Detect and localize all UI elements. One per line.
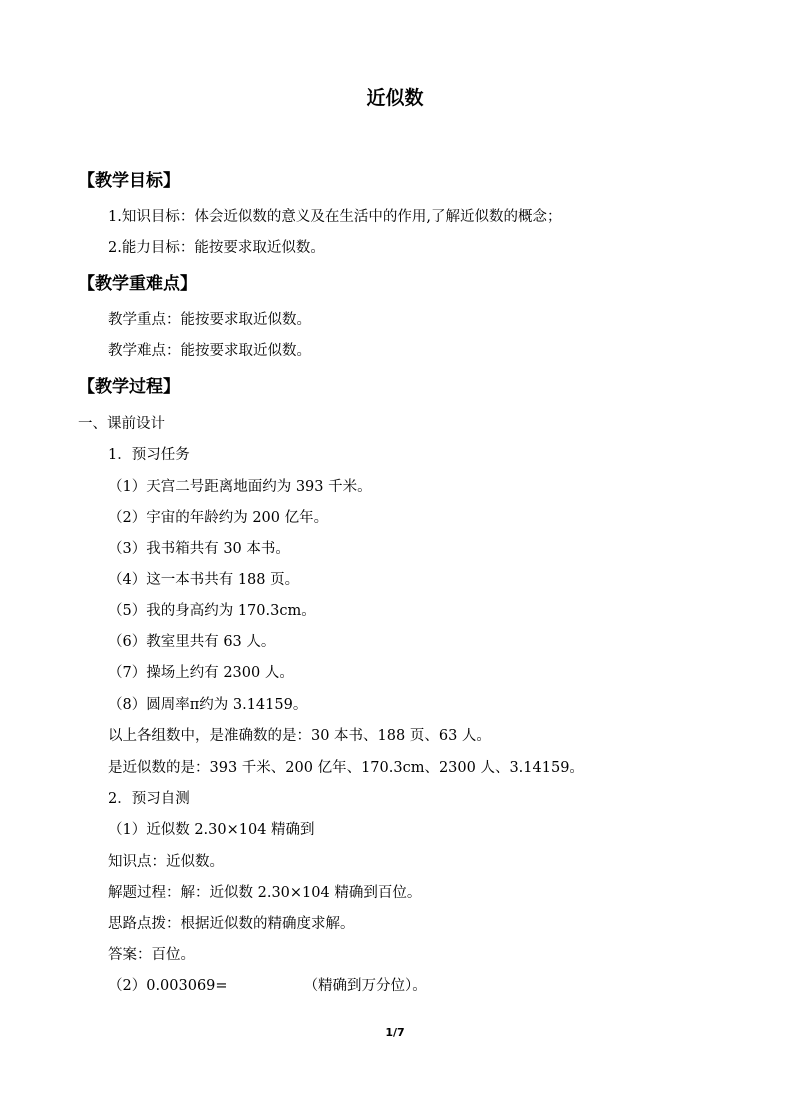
- task-item: （8）圆周率π约为 3.14159。: [108, 697, 308, 713]
- approx-number-summary: 是近似数的是：393 千米、200 亿年、170.3cm、2300 人、3.14159。: [108, 760, 584, 776]
- page-number: 1/7: [385, 1026, 405, 1039]
- question-1-knowledge: 知识点：近似数。: [108, 854, 224, 870]
- part-one-title: 一、课前设计: [78, 416, 165, 432]
- process-heading: 【教学过程】: [78, 377, 180, 397]
- question-2: [108, 976, 427, 996]
- preview-task-title: 1．预习任务: [108, 447, 190, 463]
- task-item: （7）操场上约有 2300 人。: [108, 665, 294, 681]
- question-1-answer: 答案：百位。: [108, 947, 195, 963]
- exact-number-summary: 以上各组数中，是准确数的是：30 本书、188 页、63 人。: [108, 728, 491, 744]
- task-item: （2）宇宙的年龄约为 200 亿年。: [108, 510, 329, 526]
- task-item: （3）我书箱共有 30 本书。: [108, 541, 290, 557]
- document-title: 近似数: [366, 87, 424, 109]
- task-item: （5）我的身高约为 170.3cm。: [108, 603, 316, 619]
- question-2-prefix: （2）0.003069=: [108, 978, 228, 994]
- question-2-suffix: （精确到万分位）。: [303, 978, 427, 994]
- objective-item-knowledge: 1.知识目标：体会近似数的意义及在生活中的作用,了解近似数的概念；: [108, 209, 562, 225]
- key-point-focus: 教学重点：能按要求取近似数。: [108, 312, 311, 328]
- task-item: （4）这一本书共有 188 页。: [108, 572, 300, 588]
- key-points-heading: 【教学重难点】: [78, 274, 197, 294]
- objective-item-ability: 2.能力目标：能按要求取近似数。: [108, 240, 325, 256]
- key-point-difficulty: 教学难点：能按要求取近似数。: [108, 343, 311, 359]
- objectives-heading: 【教学目标】: [78, 171, 180, 191]
- task-item: （6）教室里共有 63 人。: [108, 634, 276, 650]
- question-1-hint: 思路点拨：根据近似数的精确度求解。: [108, 916, 355, 932]
- task-item: （1）天宫二号距离地面约为 393 千米。: [108, 479, 372, 495]
- self-test-title: 2．预习自测: [108, 791, 190, 807]
- question-1: （1）近似数 2.30×104 精确到: [108, 822, 315, 838]
- question-1-process: 解题过程：解：近似数 2.30×104 精确到百位。: [108, 885, 422, 901]
